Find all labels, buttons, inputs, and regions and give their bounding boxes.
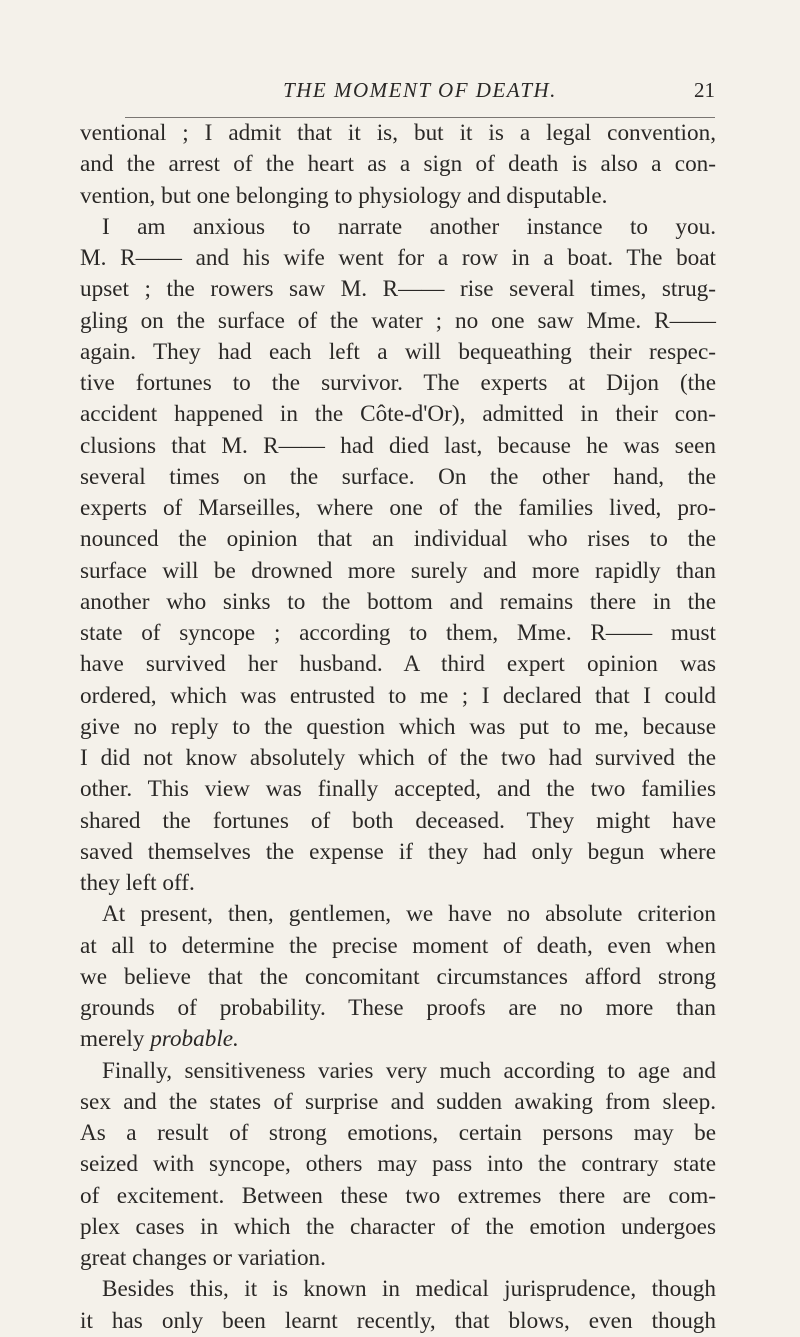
- text-line: [80, 587, 716, 618]
- page-number: 21: [694, 78, 715, 102]
- text-line-content: again. They had each left a will bequeathing their respec-: [80, 338, 716, 365]
- text-line: [80, 681, 716, 712]
- text-line-content: accident happened in the Côte-d'Or), admitted in their con-: [80, 401, 716, 428]
- text-line-content: give no reply to the question which was put to me, because: [80, 713, 716, 740]
- text-line: [80, 524, 716, 555]
- text-line: [80, 1056, 716, 1087]
- text-line-content: upset ; the rowers saw M. R—— rise several times, strug-: [80, 276, 716, 303]
- text-line: [80, 618, 716, 649]
- text-line: [80, 181, 716, 212]
- text-line-content: surface will be drowned more surely and more rapidly than: [80, 557, 716, 584]
- text-line: [80, 1274, 716, 1305]
- italic-emphasis: probable.: [150, 1026, 239, 1053]
- text-line: [80, 899, 716, 930]
- text-line-content: ventional ; I admit that it is, but it is a legal convention,: [80, 120, 716, 146]
- text-line: [80, 149, 716, 180]
- text-line: [80, 649, 716, 680]
- text-line-content: and the arrest of the heart as a sign of death is also a con-: [80, 151, 716, 178]
- text-line-content: ordered, which was entrusted to me ; I declared that I could: [80, 682, 716, 709]
- text-line: [80, 1149, 716, 1180]
- text-line-content: shared the fortunes of both deceased. They might have: [80, 807, 716, 834]
- text-line-content: I did not know absolutely which of the two had survived the: [80, 745, 716, 771]
- text-line-content: seized with syncope, others may pass into the contrary state: [80, 1151, 716, 1178]
- text-line: [80, 1181, 716, 1212]
- text-line-content: grounds of probability. These proofs are no more than: [80, 995, 716, 1021]
- text-line: [80, 837, 716, 868]
- text-line-content: great changes or variation.: [80, 1245, 326, 1271]
- text-line-content: I am anxious to narrate another instance to you.: [102, 213, 716, 240]
- text-line-content: several times on the surface. On the other hand, the: [80, 463, 716, 490]
- text-line-content: plex cases in which the character of the emotion undergoes: [80, 1213, 716, 1240]
- text-line: [80, 118, 716, 149]
- text-line-content: merely: [80, 1026, 151, 1053]
- text-line: [80, 774, 716, 805]
- text-line-content: clusions that M. R—— had died last, because he was seen: [80, 432, 716, 459]
- text-line: [80, 1243, 716, 1274]
- text-line: [80, 1306, 716, 1337]
- text-line: [80, 806, 716, 837]
- text-line-content: M. R—— and his wife went for a row in a boat. The boat: [80, 245, 716, 271]
- text-line: [80, 712, 716, 743]
- text-line-content: at all to determine the precise moment of death, even when: [80, 932, 716, 959]
- page-header: [125, 78, 715, 112]
- text-line-content: nounced the opinion that an individual who rises to the: [80, 526, 716, 553]
- text-line-content: experts of Marseilles, where one of the families lived, pro-: [80, 495, 716, 521]
- text-line: [80, 1024, 716, 1055]
- text-line: [80, 399, 716, 430]
- text-line-content: of excitement. Between these two extremes there are com-: [80, 1182, 716, 1209]
- text-line: [80, 743, 716, 774]
- text-line: [80, 306, 716, 337]
- text-line: [80, 868, 716, 899]
- text-line-content: tive fortunes to the survivor. The experts at Dijon (the: [80, 370, 716, 396]
- text-line-content: we believe that the concomitant circumstances afford strong: [80, 963, 716, 990]
- text-line: [80, 493, 716, 524]
- text-line-content: At present, then, gentlemen, we have no absolute criterion: [102, 901, 716, 928]
- text-line: [80, 931, 716, 962]
- text-line-content: gling on the surface of the water ; no one saw Mme. R——: [80, 307, 716, 334]
- text-line-content: it has only been learnt recently, that blows, even though: [80, 1307, 716, 1334]
- text-line-content: state of syncope ; according to them, Mme. R—— must: [80, 620, 716, 646]
- text-line: [80, 243, 716, 274]
- text-line-content: another who sinks to the bottom and remains there in the: [80, 588, 716, 615]
- text-line: [80, 1087, 716, 1118]
- text-line-content: saved themselves the expense if they had only begun where: [80, 838, 716, 865]
- text-line: [80, 556, 716, 587]
- text-line: [80, 993, 716, 1024]
- text-line-content: other. This view was finally accepted, and the two families: [80, 776, 716, 803]
- body-text: [80, 118, 716, 1337]
- text-line-content: Finally, sensitiveness varies very much according to age and: [102, 1057, 716, 1084]
- text-line: [80, 337, 716, 368]
- text-line: [80, 1212, 716, 1243]
- text-line: [80, 368, 716, 399]
- text-line-content: vention, but one belonging to physiology and disputable.: [80, 182, 608, 209]
- running-title: THE MOMENT OF DEATH.: [283, 78, 557, 102]
- text-line-content: As a result of strong emotions, certain persons may be: [80, 1120, 716, 1146]
- text-line-content: have survived her husband. A third expert opinion was: [80, 651, 716, 678]
- text-line-content: sex and the states of surprise and sudden awaking from sleep.: [80, 1088, 716, 1115]
- text-line-content: they left off.: [80, 870, 195, 896]
- text-line: [80, 962, 716, 993]
- text-line-content: Besides this, it is known in medical jurisprudence, though: [102, 1276, 716, 1303]
- text-line: [80, 431, 716, 462]
- text-line: [80, 1118, 716, 1149]
- text-line: [80, 462, 716, 493]
- text-line: [80, 274, 716, 305]
- text-line: [80, 212, 716, 243]
